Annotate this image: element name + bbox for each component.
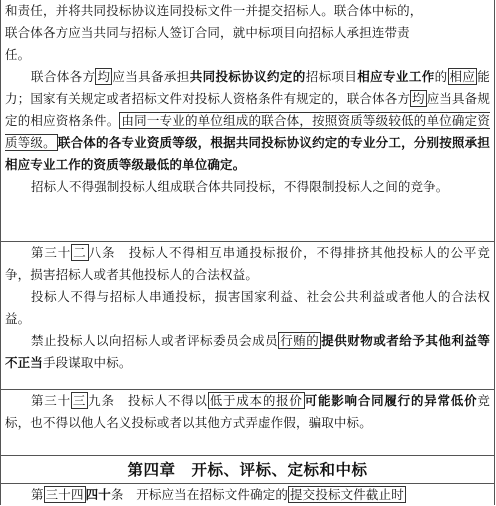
text-run: 八条 投标人不得相互串通投标报价，不得排挤其他投标人的公平竞争，损害招标人或者其他投标人的合法权益。 — [5, 245, 490, 282]
article-37-paragraph-1 — [5, 0, 490, 66]
article-38-paragraph-3 — [5, 330, 490, 374]
article-38-cell — [0, 242, 495, 390]
article-37-paragraph-2 — [5, 66, 490, 176]
text-run: 九条 投标人不得以 — [88, 393, 208, 408]
text-run: 条 开标应当在招标文件确定的 — [110, 487, 289, 502]
text-line: 和责任，并将共同投标协议连同投标文件一并提交招标人。联合体中标的， — [5, 3, 423, 18]
article-38-paragraph-1 — [5, 242, 490, 286]
boxed-deletion: 三十四 — [45, 487, 84, 502]
boxed-deletion: 由同一专业的单位组成的联合体，按照资质等级较低的单位确定资质等级。 — [5, 113, 490, 150]
chapter-4-heading: 第四章 开标、评标、定标和中标 — [0, 456, 495, 484]
article-number: 第三十 — [31, 393, 71, 408]
article-37-paragraph-3: 招标人不得强制投标人组成联合体共同投标，不得限制投标人之间的竞争。 — [31, 179, 449, 194]
boxed-insertion: 均 — [412, 91, 425, 106]
boxed-insertion: 相应 — [449, 69, 476, 84]
article-number: 第三十 — [31, 245, 72, 260]
text-line: 任。 — [5, 47, 31, 62]
text-run: 应当具备规定的相应资格条件。 — [5, 91, 490, 128]
text-run: 禁止投标人以向招标人或者评标委员会成员 — [31, 333, 279, 348]
text-run: 招标项目 — [305, 69, 358, 84]
text-run: 能力；国家有关规定或者招标文件对投标人资格条件有规定的，联合体各方 — [5, 69, 490, 106]
boxed-deletion: 行贿的 — [280, 333, 320, 348]
bold-insertion: 联合体的各专业资质等级，根据共同投标协议约定的专业分工，分别按照承担相应专业工作的资质等级最低的单位确定。 — [5, 135, 490, 172]
text-run: 的 — [434, 69, 448, 84]
article-37-cell — [0, 0, 495, 242]
bold-insertion: 可能影响合同履行的异常低价 — [304, 393, 478, 408]
bold-insertion: 四十 — [85, 487, 111, 502]
article-39-cell — [0, 390, 495, 456]
bold-insertion: 共同投标协议约定的 — [189, 69, 306, 84]
article-38-paragraph-2: 投标人不得与招标人串通投标，损害国家利益、社会公共利益或者他人的合法权益。 — [5, 289, 490, 326]
text-line: 联合体各方应当共同与招标人签订合同，就中标项目向招标人承担连带责 — [5, 25, 410, 40]
article-40-cell — [0, 484, 495, 505]
bold-insertion: 提供财物或者给予其他利益等不正当 — [5, 333, 491, 370]
boxed-insertion: 均 — [97, 69, 111, 84]
text-run: 第 — [31, 487, 44, 502]
text-run: 手段谋取中标。 — [42, 355, 132, 370]
text-run: 应当具备承担 — [112, 69, 190, 84]
boxed-deletion: 低于成本的报价 — [209, 393, 303, 408]
boxed-deletion: 提交投标文件截止时 — [290, 487, 404, 502]
article-39-paragraph-1 — [5, 390, 490, 434]
text-run: 竞标，也不得以他人名义投标或者以其他方式弄虚作假，骗取中标。 — [5, 393, 491, 430]
bold-insertion: 相应专业工作 — [357, 69, 435, 84]
boxed-deletion: 三 — [72, 393, 87, 408]
article-40-paragraph-1 — [5, 484, 490, 506]
boxed-deletion: 二 — [73, 245, 87, 260]
text-run: 联合体各方 — [31, 69, 96, 84]
